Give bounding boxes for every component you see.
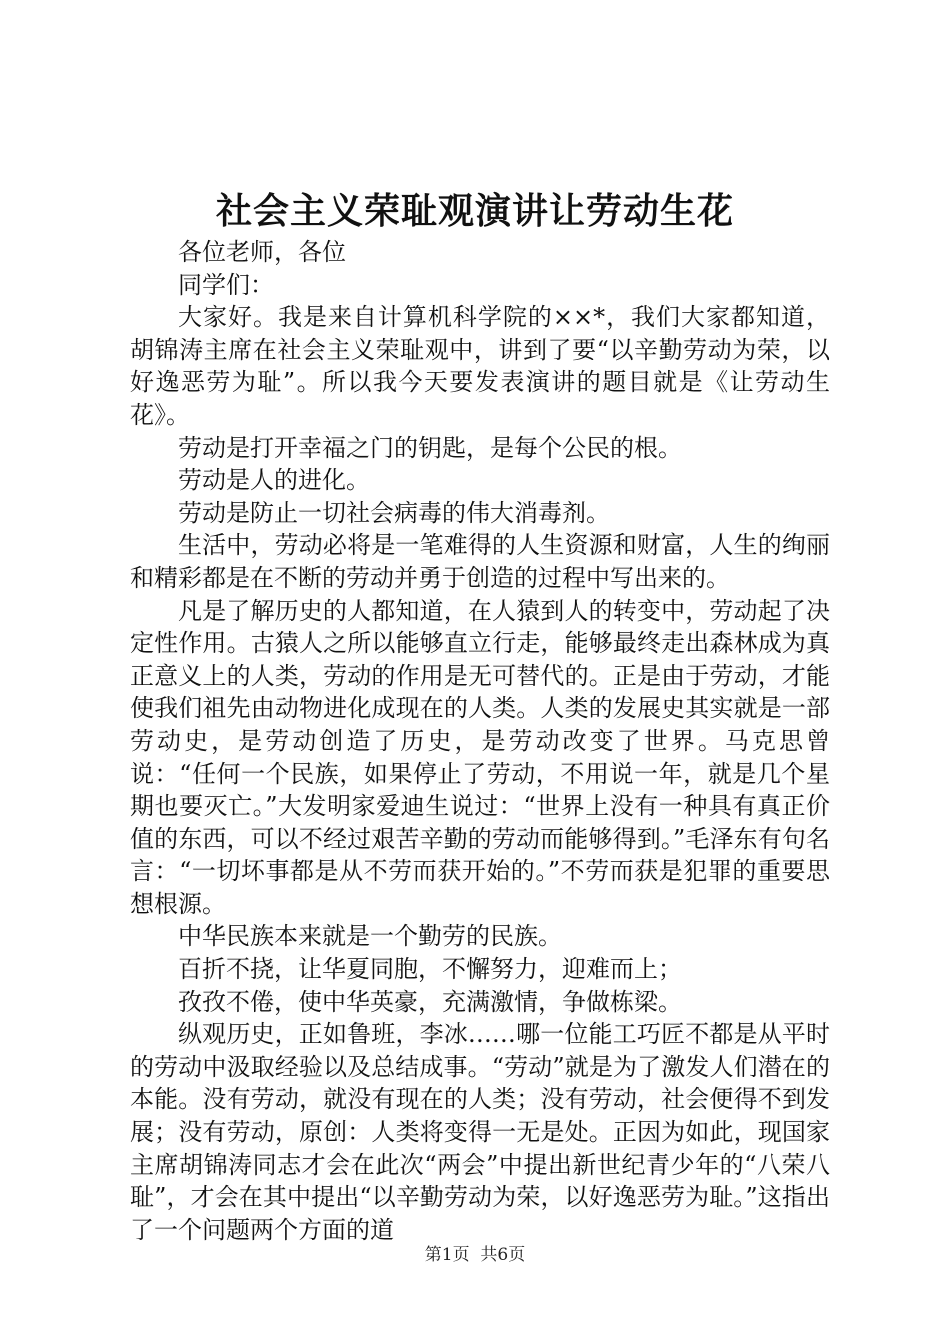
document-title: 社会主义荣耻观演讲让劳动生花	[215, 190, 734, 232]
paragraph: 凡是了解历史的人都知道，在人猿到人的转变中，劳动起了决定性作用。古猿人之所以能够直立行走，能够最终走出森林成为真正意义上的人类，劳动的作用是无可替代的。正是由于劳动，才能使我们祖先由动物进化成现在的人类。人类的发展史其实就是一部劳动史，是劳动创造了历史，是劳动改变了世界。马克思曾说：“任何一个民族，如果停止了劳动，不用说一年，就是几个星期也要灭亡。”大发明家爱迪生说过：“世界上没有一种具有真正价值的东西，可以不经过艰苦辛勤的劳动而能够得到。”毛泽东有句名言：“一切坏事都是从不劳而获开始的。”不劳而获是犯罪的重要思想根源。	[130, 596, 830, 918]
paragraph: 劳动是防止一切社会病毒的伟大消毒剂。	[178, 498, 610, 527]
document-body	[130, 236, 830, 1246]
paragraph: 劳动是打开幸福之门的钥匙，是每个公民的根。	[178, 433, 682, 462]
paragraph: 劳动是人的进化。	[178, 466, 370, 495]
paragraph: 各位老师，各位	[178, 238, 346, 266]
paragraph: 生活中，劳动必将是一笔难得的人生资源和财富，人生的绚丽和精彩都是在不断的劳动并勇于创造的过程中写出来的。	[130, 531, 830, 592]
page-number: 第1页 共6页	[424, 1245, 526, 1265]
paragraph: 纵观历史，正如鲁班，李冰……哪一位能工巧匠不都是从平时的劳动中汲取经验以及总结成事。“劳动”就是为了激发人们潜在的本能。没有劳动，就没有现在的人类；没有劳动，社会便得不到发展；没有劳动，原创：人类将变得一无是处。正因为如此，现国家主席胡锦涛同志才会在此次“两会”中提出新世纪青少年的“八荣八耻”，才会在其中提出“以辛勤劳动为荣，以好逸恶劳为耻。”这指出了一个问题两个方面的道	[130, 1020, 830, 1244]
page-footer	[0, 1243, 950, 1267]
paragraph: 百折不挠，让华夏同胞，不懈努力，迎难而上；	[178, 955, 682, 984]
paragraph: 中华民族本来就是一个勤劳的民族。	[178, 922, 562, 951]
paragraph: 大家好。我是来自计算机科学院的××*，我们大家都知道，胡锦涛主席在社会主义荣耻观中，讲到了要“以辛勤劳动为荣，以好逸恶劳为耻”。所以我今天要发表演讲的题目就是《让劳动生花》。	[130, 303, 830, 429]
paragraph: 同学们：	[178, 270, 274, 299]
paragraph: 孜孜不倦，使中华英豪，充满激情，争做栋梁。	[178, 987, 682, 1016]
